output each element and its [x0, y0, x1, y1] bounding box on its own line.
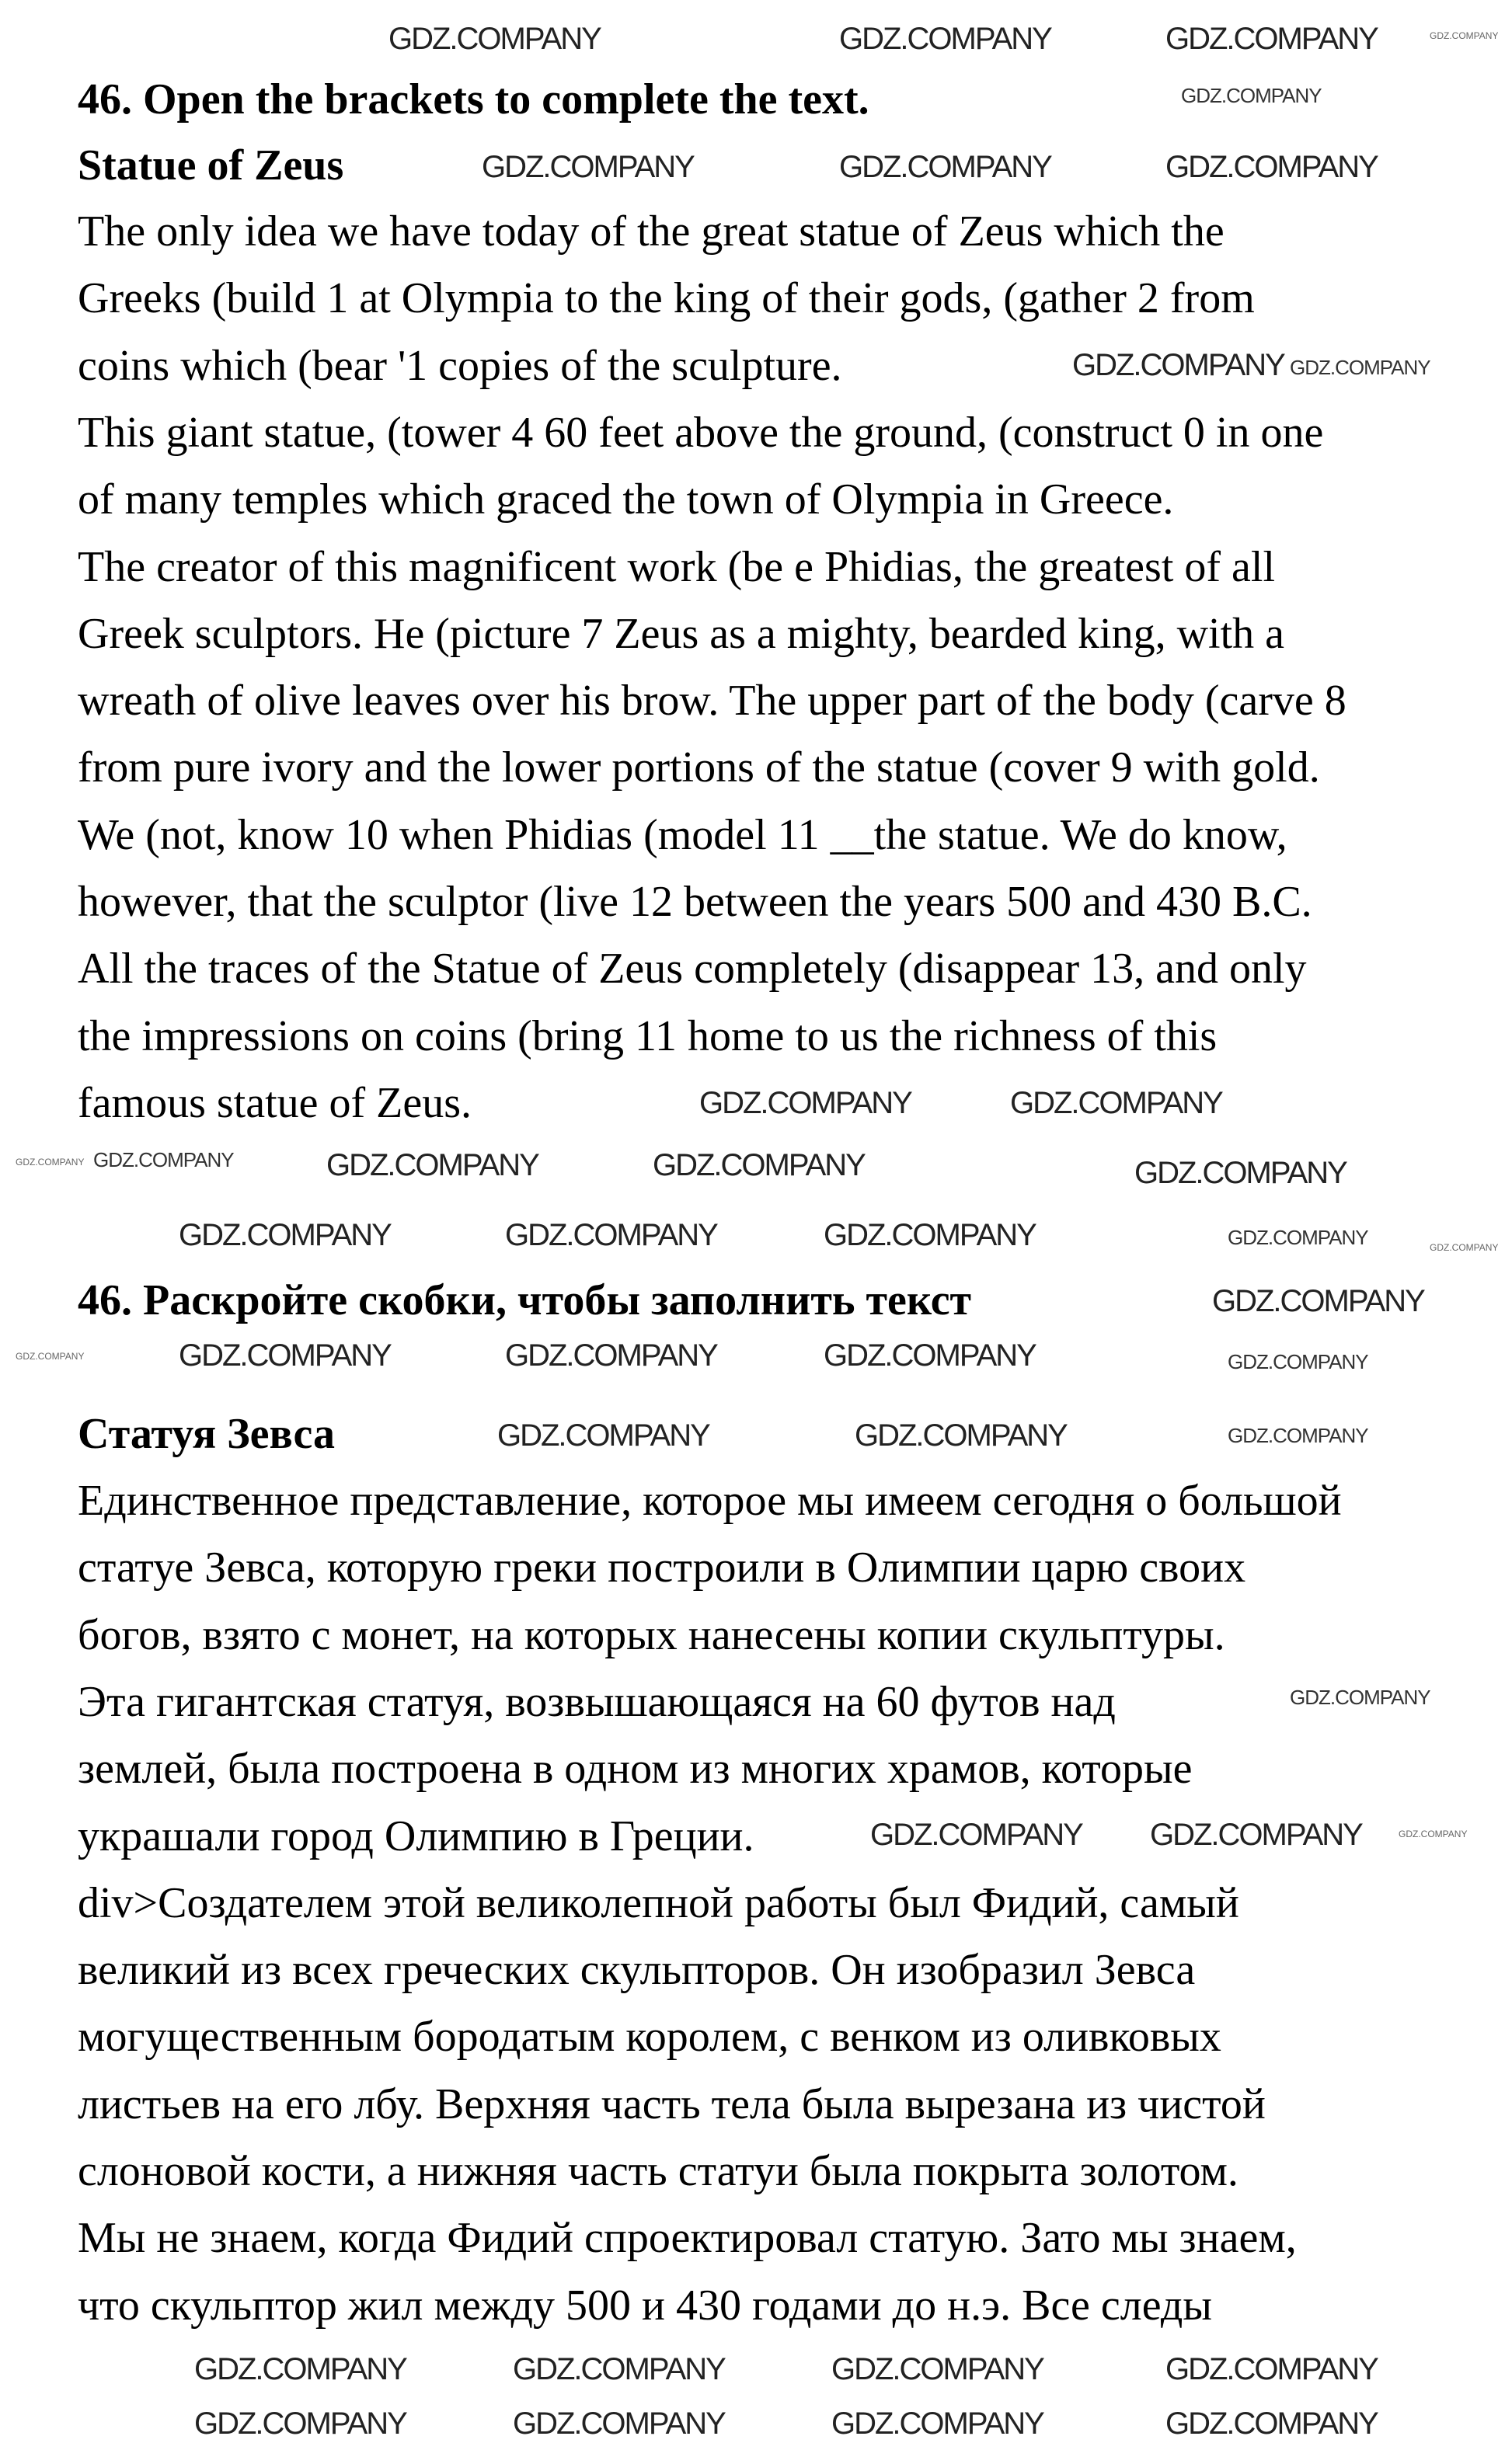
watermark: GDZ.COMPANY: [855, 1418, 1067, 1453]
text-title: Statue of Zeus: [78, 141, 344, 190]
text-line: The creator of this magnificent work (be e Phidias, the greatest of all: [78, 543, 1276, 591]
text-line: что скульптор жил между 500 и 430 годами до н.э. Все следы: [78, 2281, 1212, 2330]
text-line: могущественным бородатым королем, с венком из оливковых: [78, 2013, 1221, 2061]
watermark: GDZ.COMPANY: [1134, 1156, 1346, 1190]
watermark: GDZ.COMPANY: [831, 2407, 1043, 2441]
watermark: GDZ.COMPANY: [497, 1418, 709, 1453]
watermark: GDZ.COMPANY: [16, 1157, 85, 1168]
exercise-heading: 46. Open the brackets to complete the text.: [78, 75, 869, 124]
watermark: GDZ.COMPANY: [1212, 1284, 1424, 1318]
text-line: слоновой кости, а нижняя часть статуи была покрыта золотом.: [78, 2147, 1238, 2195]
text-line: however, that the sculptor (live 12 between the years 500 and 430 B.C.: [78, 878, 1312, 926]
text-line: Эта гигантская статуя, возвышающаяся на 60 футов над: [78, 1678, 1116, 1726]
watermark: GDZ.COMPANY: [1150, 1818, 1362, 1852]
watermark: GDZ.COMPANY: [505, 1338, 717, 1373]
text-line: All the traces of the Statue of Zeus completely (disappear 13, and only: [78, 945, 1307, 993]
text-line: великий из всех греческих скульпторов. Он изобразил Зевса: [78, 1946, 1196, 1994]
text-title-translation: Статуя Зевса: [78, 1410, 335, 1458]
watermark: GDZ.COMPANY: [482, 150, 694, 184]
watermark: GDZ.COMPANY: [179, 1218, 391, 1252]
watermark: GDZ.COMPANY: [824, 1338, 1036, 1373]
exercise-heading-translation: 46. Раскройте скобки, чтобы заполнить текст: [78, 1276, 972, 1324]
text-line: famous statue of Zeus.: [78, 1079, 472, 1127]
text-line: листьев на его лбу. Верхняя часть тела была вырезана из чистой: [78, 2080, 1266, 2128]
watermark: GDZ.COMPANY: [194, 2352, 406, 2386]
text-line: украшали город Олимпию в Греции.: [78, 1812, 754, 1860]
watermark: GDZ.COMPANY: [839, 150, 1051, 184]
watermark: GDZ.COMPANY: [1165, 150, 1378, 184]
text-line: of many temples which graced the town of Olympia in Greece.: [78, 475, 1174, 524]
text-line: богов, взято с монет, на которых нанесены копии скульптуры.: [78, 1611, 1225, 1659]
watermark: GDZ.COMPANY: [1228, 1226, 1368, 1249]
watermark: GDZ.COMPANY: [1165, 22, 1378, 56]
watermark: GDZ.COMPANY: [1165, 2407, 1378, 2441]
watermark: GDZ.COMPANY: [1430, 30, 1498, 41]
text-line: Greek sculptors. He (picture 7 Zeus as a mighty, bearded king, with a: [78, 610, 1285, 658]
text-line: Единственное представление, которое мы имеем сегодня о большой: [78, 1477, 1342, 1525]
watermark: GDZ.COMPANY: [1165, 2352, 1378, 2386]
text-line: Мы не знаем, когда Фидий спроектировал статую. Зато мы знаем,: [78, 2214, 1297, 2262]
watermark: GDZ.COMPANY: [699, 1086, 911, 1120]
watermark: GDZ.COMPANY: [870, 1818, 1082, 1852]
text-line: статуе Зевса, которую греки построили в Олимпии царю своих: [78, 1543, 1246, 1592]
text-line: the impressions on coins (bring 11 home to us the richness of this: [78, 1012, 1218, 1060]
watermark: GDZ.COMPANY: [839, 22, 1051, 56]
watermark: GDZ.COMPANY: [513, 2407, 725, 2441]
text-line: Greeks (build 1 at Olympia to the king of their gods, (gather 2 from: [78, 274, 1255, 322]
watermark: GDZ.COMPANY: [179, 1338, 391, 1373]
watermark: GDZ.COMPANY: [1430, 1242, 1498, 1253]
watermark: GDZ.COMPANY: [1399, 1829, 1468, 1839]
text-line: We (not, know 10 when Phidias (model 11 __the statue. We do know,: [78, 811, 1287, 859]
watermark: GDZ.COMPANY: [824, 1218, 1036, 1252]
watermark: GDZ.COMPANY: [653, 1148, 865, 1182]
watermark: GDZ.COMPANY: [93, 1148, 234, 1171]
watermark: GDZ.COMPANY: [1072, 348, 1284, 382]
text-line: coins which (bear '1 copies of the sculpture.: [78, 342, 842, 390]
watermark: GDZ.COMPANY: [1290, 356, 1430, 379]
text-line: from pure ivory and the lower portions of the statue (cover 9 with gold.: [78, 743, 1320, 792]
text-line: землей, была построена в одном из многих храмов, которые: [78, 1745, 1193, 1793]
text-line: wreath of olive leaves over his brow. The upper part of the body (carve 8: [78, 677, 1346, 725]
text-line: This giant statue, (tower 4 60 feet above the ground, (construct 0 in one: [78, 409, 1324, 457]
watermark: GDZ.COMPANY: [1010, 1086, 1222, 1120]
watermark: GDZ.COMPANY: [505, 1218, 717, 1252]
watermark: GDZ.COMPANY: [1290, 1686, 1430, 1709]
watermark: GDZ.COMPANY: [1181, 84, 1322, 107]
watermark: GDZ.COMPANY: [194, 2407, 406, 2441]
watermark: GDZ.COMPANY: [1228, 1424, 1368, 1447]
watermark: GDZ.COMPANY: [513, 2352, 725, 2386]
watermark: GDZ.COMPANY: [1228, 1350, 1368, 1373]
text-line: The only idea we have today of the great statue of Zeus which the: [78, 207, 1225, 256]
watermark: GDZ.COMPANY: [16, 1351, 85, 1362]
text-line: div>Создателем этой великолепной работы был Фидий, самый: [78, 1879, 1239, 1927]
watermark: GDZ.COMPANY: [326, 1148, 538, 1182]
watermark: GDZ.COMPANY: [831, 2352, 1043, 2386]
watermark: GDZ.COMPANY: [388, 22, 601, 56]
